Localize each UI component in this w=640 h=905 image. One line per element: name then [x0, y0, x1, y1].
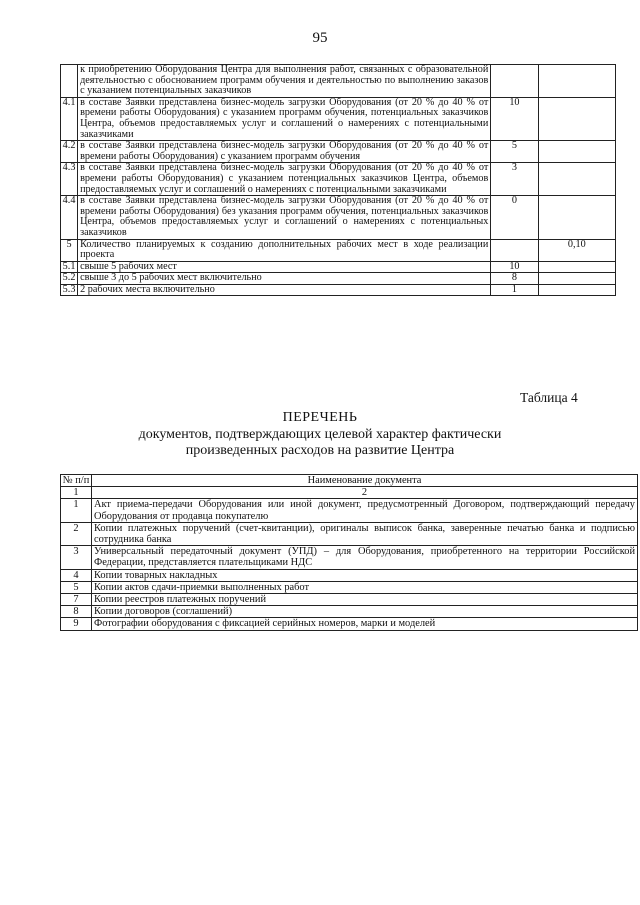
document-title	[0, 410, 640, 460]
row-description: 2 рабочих места включительно	[78, 284, 491, 296]
header-row	[61, 475, 638, 487]
title-line: ПЕРЕЧЕНЬ	[282, 410, 358, 425]
row-score	[491, 65, 538, 98]
table-row	[61, 594, 638, 606]
row-number: 9	[61, 618, 92, 630]
row-number: 5.1	[61, 261, 78, 273]
document-name: Универсальный передаточный документ (УПД) – для Оборудования, приобретенного на территории Российской Федерации, представляется плательщиками НДС	[92, 546, 638, 569]
row-description: свыше 5 рабочих мест	[78, 261, 491, 273]
row-weight	[538, 65, 615, 98]
table-label: Таблица 4	[520, 390, 578, 405]
row-weight	[538, 163, 615, 196]
criteria-table	[60, 64, 616, 296]
row-number: 5	[61, 239, 78, 261]
row-number: 5.2	[61, 273, 78, 285]
row-description: в составе Заявки представлена бизнес-модель загрузки Оборудования (от 20 % до 40 % от времени работы Оборудования) с указанием потенциальных заказчиков Центра, объемов предоставляемых услуг и соглашений о намерениях с потенциальными заказчиками	[78, 163, 491, 196]
row-description: в составе Заявки представлена бизнес-модель загрузки Оборудования (от 20 % до 40 % от времени работы Оборудования) с указанием программ обучения	[78, 141, 491, 163]
row-description: к приобретению Оборудования Центра для выполнения работ, связанных с образовательной деятельностью с обоснованием программ обучения и деятельностью по выполнению заказов с указанием потенциальных заказчиков	[78, 65, 491, 98]
row-weight	[538, 273, 615, 285]
row-description: в составе Заявки представлена бизнес-модель загрузки Оборудования (от 20 % до 40 % от времени работы Оборудования) с указанием программ обучения, потенциальных заказчиков Центра, объемов предоставляемых услуг и соглашений о намерениях с потенциальными заказчиками	[78, 97, 491, 140]
row-weight	[538, 97, 615, 140]
table-row	[61, 65, 616, 98]
document-name: Копии договоров (соглашений)	[92, 606, 638, 618]
document-name: Копии реестров платежных поручений	[92, 594, 638, 606]
table-row	[61, 261, 616, 273]
table-row	[61, 141, 616, 163]
row-number: 3	[61, 546, 92, 569]
table-row	[61, 546, 638, 569]
table-row	[61, 284, 616, 296]
table-row	[61, 569, 638, 581]
table-row	[61, 499, 638, 522]
header-name: Наименование документа	[92, 475, 638, 487]
row-number: 4.2	[61, 141, 78, 163]
document-name: Копии товарных накладных	[92, 569, 638, 581]
row-number: 8	[61, 606, 92, 618]
row-description: свыше 3 до 5 рабочих мест включительно	[78, 273, 491, 285]
row-weight	[538, 261, 615, 273]
row-weight: 0,10	[538, 239, 615, 261]
row-number: 4.3	[61, 163, 78, 196]
row-description: Количество планируемых к созданию дополнительных рабочих мест в ходе реализации проекта	[78, 239, 491, 261]
row-number: 1	[61, 499, 92, 522]
table-row	[61, 97, 616, 140]
table-row	[61, 163, 616, 196]
row-number: 2	[61, 522, 92, 545]
document-name: Акт приема-передачи Оборудования или иной документ, предусмотренный Договором, подтверждающий передачу Оборудования от продавца покупателю	[92, 499, 638, 522]
page-number: 95	[312, 30, 328, 46]
row-score	[491, 239, 538, 261]
table-row	[61, 273, 616, 285]
table-row	[61, 522, 638, 545]
row-score: 0	[491, 196, 538, 239]
table-row	[61, 606, 638, 618]
row-score: 8	[491, 273, 538, 285]
row-number: 4.1	[61, 97, 78, 140]
column-number-row	[61, 487, 638, 499]
row-score: 3	[491, 163, 538, 196]
documents-table	[60, 474, 638, 631]
table-row	[61, 618, 638, 630]
header-num: № п/п	[61, 475, 92, 487]
row-score: 10	[491, 97, 538, 140]
row-description: в составе Заявки представлена бизнес-модель загрузки Оборудования (от 20 % до 40 % от времени работы Оборудования) без указания программ обучения, потенциальных заказчиков Центра, объемов предоставляемых услуг и соглашений о намерениях с потенциальных заказчиков	[78, 196, 491, 239]
subtitle-line: документов, подтверждающих целевой характер фактически	[138, 426, 502, 442]
document-name: Фотографии оборудования с фиксацией серийных номеров, марки и моделей	[92, 618, 638, 630]
document-name: Копии актов сдачи-приемки выполненных работ	[92, 581, 638, 593]
row-number: 4	[61, 569, 92, 581]
row-score: 10	[491, 261, 538, 273]
row-number: 4.4	[61, 196, 78, 239]
row-number	[61, 65, 78, 98]
table-row	[61, 581, 638, 593]
column-number: 1	[61, 487, 92, 499]
row-number: 7	[61, 594, 92, 606]
row-weight	[538, 141, 615, 163]
subtitle-line: произведенных расходов на развитие Центра	[185, 443, 455, 458]
column-number: 2	[92, 487, 638, 499]
row-weight	[538, 284, 615, 296]
row-number: 5.3	[61, 284, 78, 296]
row-weight	[538, 196, 615, 239]
table-row	[61, 196, 616, 239]
document-name: Копии платежных поручений (счет-квитанции), оригиналы выписок банка, заверенные печатью банка и подписью сотрудника банка	[92, 522, 638, 545]
row-score: 1	[491, 284, 538, 296]
row-number: 5	[61, 581, 92, 593]
table-row	[61, 239, 616, 261]
row-score: 5	[491, 141, 538, 163]
